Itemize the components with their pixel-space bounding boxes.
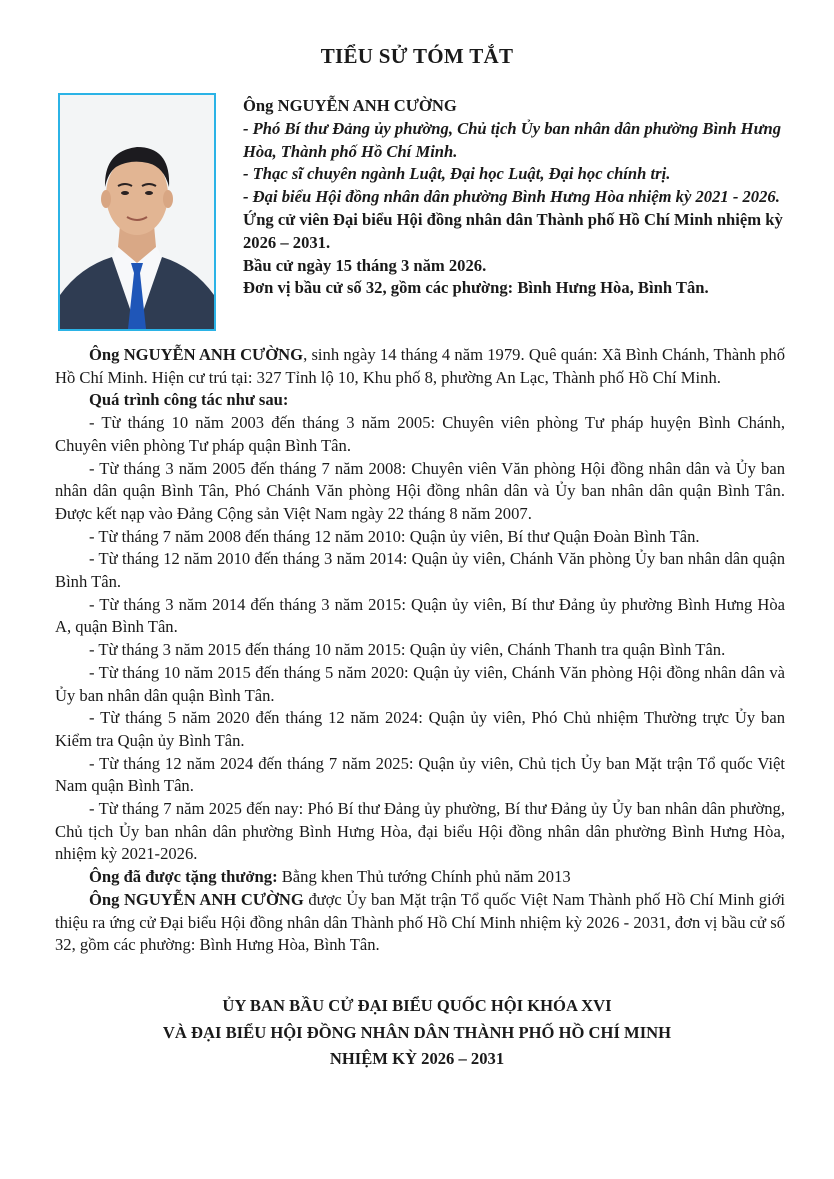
nomination-text: được Ủy ban Mặt trận Tổ quốc Việt Nam Thành phố Hồ Chí Minh giới thiệu ra ứng cử Đại biểu Hội đồng nhân dân Thành phố Hồ Chí Minh nhiệm kỳ 2026 - 2031, đơn vị bầu cử số 32, gồm các phường: Bình Hưng Hòa, Bình Tân. [55, 889, 785, 955]
candidate-name: Ông NGUYỄN ANH CƯỜNG [243, 96, 457, 115]
biography-body [55, 344, 785, 957]
career-item: - Từ tháng 3 năm 2015 đến tháng 10 năm 2015: Quận ủy viên, Chánh Thanh tra quận Bình Tân. [89, 640, 726, 660]
portrait-photo [58, 93, 216, 331]
candidate-role: - Phó Bí thư Đảng ủy phường, Chủ tịch Ủy ban nhân dân phường Bình Hưng Hòa, Thành phố Hồ Chí Minh. [243, 118, 782, 161]
nomination-name: Ông NGUYỄN ANH CƯỜNG [89, 889, 304, 909]
career-heading: Quá trình công tác như sau: [89, 390, 289, 410]
career-item: - Từ tháng 7 năm 2008 đến tháng 12 năm 2010: Quận ủy viên, Bí thư Quận Đoàn Bình Tân. [89, 526, 700, 546]
committee-line-2: VÀ ĐẠI BIỂU HỘI ĐỒNG NHÂN DÂN THÀNH PHỐ HỒ CHÍ MINH [162, 1022, 672, 1042]
committee-line-1: ỦY BAN BẦU CỬ ĐẠI BIỂU QUỐC HỘI KHÓA XVI [222, 996, 612, 1015]
intro-paragraph [55, 344, 785, 389]
candidate-current-term: - Đại biểu Hội đồng nhân dân phường Bình Hưng Hòa nhiệm kỳ 2021 - 2026. [243, 187, 780, 207]
election-date: Bầu cử ngày 15 tháng 3 năm 2026. [243, 255, 487, 275]
candidate-nomination: Ứng cử viên Đại biểu Hội đồng nhân dân Thành phố Hồ Chí Minh nhiệm kỳ 2026 – 2031. [243, 209, 783, 252]
award-label: Ông đã được tặng thưởng: [89, 867, 278, 887]
career-item: - Từ tháng 3 năm 2005 đến tháng 7 năm 2008: Chuyên viên Văn phòng Hội đồng nhân dân và Ủy ban nhân dân quận Bình Tân, Phó Chánh Văn phòng Hội đồng nhân dân và Ủy ban nhân dân quận Bình Tân. Được kết nạp vào Đảng Cộng sản Việt Nam ngày 22 tháng 8 năm 2007. [55, 458, 785, 523]
award-text: Bằng khen Thủ tướng Chính phủ năm 2013 [277, 867, 571, 887]
issuing-committee [0, 993, 834, 1073]
candidate-degree: - Thạc sĩ chuyên ngành Luật, Đại học Luật, Đại học chính trị. [243, 164, 671, 184]
nomination-paragraph [55, 889, 785, 957]
election-unit: Đơn vị bầu cử số 32, gồm các phường: Bình Hưng Hòa, Bình Tân. [243, 278, 709, 298]
career-item: - Từ tháng 3 năm 2014 đến tháng 3 năm 2015: Quận ủy viên, Bí thư Đảng ủy phường Bình Hưng Hòa A, quận Bình Tân. [55, 594, 785, 637]
career-item: - Từ tháng 5 năm 2020 đến tháng 12 năm 2024: Quận ủy viên, Phó Chủ nhiệm Thường trực Ủy ban Kiểm tra Quận ủy Bình Tân. [55, 708, 785, 750]
candidate-summary [243, 95, 791, 300]
committee-line-3: NHIỆM KỲ 2026 – 2031 [329, 1049, 505, 1068]
career-item: - Từ tháng 10 năm 2015 đến tháng 5 năm 2020: Quận ủy viên, Chánh Văn phòng Hội đồng nhân dân và Ủy ban nhân dân quận Bình Tân. [55, 662, 785, 705]
intro-text: , sinh ngày 14 tháng 4 năm 1979. Quê quán: Xã Bình Chánh, Thành phố Hồ Chí Minh. Hiện cư trú tại: 327 Tỉnh lộ 10, Khu phố 8, phường An Lạc, Thành phố Hồ Chí Minh. [55, 345, 785, 387]
career-item: - Từ tháng 7 năm 2025 đến nay: Phó Bí thư Đảng ủy phường, Bí thư Đảng ủy Ủy ban nhân dân phường, Chủ tịch Ủy ban nhân dân phường Bình Hưng Hòa, đại biểu Hội đồng nhân dân phường Bình Hưng Hòa, nhiệm kỳ 2021-2026. [55, 799, 785, 864]
career-item: - Từ tháng 12 năm 2024 đến tháng 7 năm 2025: Quận ủy viên, Chủ tịch Ủy ban Mặt trận Tổ quốc Việt Nam quận Bình Tân. [55, 753, 785, 796]
document-title: TIỂU SỬ TÓM TẮT [320, 44, 514, 68]
intro-name: Ông NGUYỄN ANH CƯỜNG [89, 345, 304, 364]
career-item: - Từ tháng 10 năm 2003 đến tháng 3 năm 2005: Chuyên viên phòng Tư pháp huyện Bình Chánh, Chuyên viên phòng Tư pháp quận Bình Tân. [55, 413, 785, 455]
career-item: - Từ tháng 12 năm 2010 đến tháng 3 năm 2014: Quận ủy viên, Chánh Văn phòng Ủy ban nhân dân quận Bình Tân. [55, 549, 785, 592]
award-paragraph [55, 866, 785, 889]
